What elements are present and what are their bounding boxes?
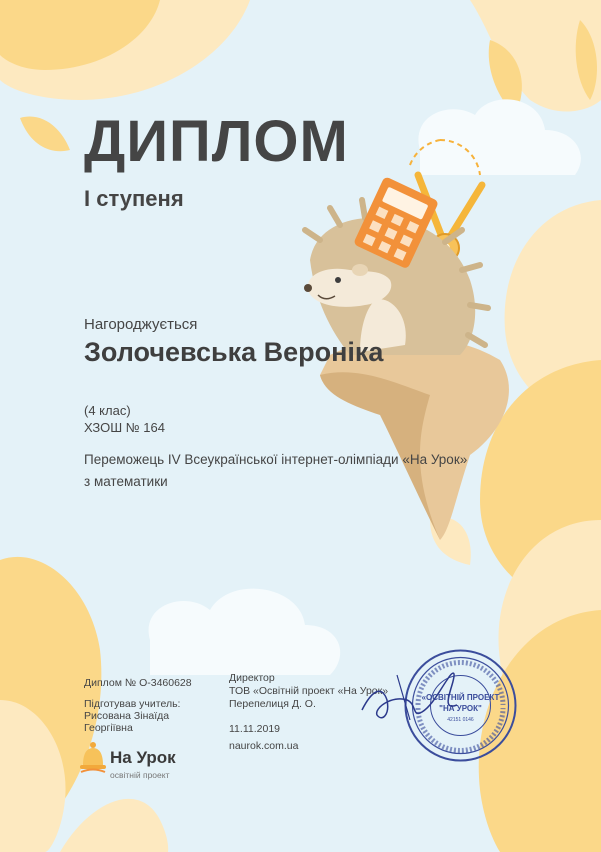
- svg-text:42151 0146: 42151 0146: [447, 717, 474, 723]
- bell-icon: [79, 741, 107, 775]
- director-label: Директор: [229, 672, 275, 684]
- seal-text-1: «ОСВІТНІЙ ПРОЕКТ: [421, 693, 500, 702]
- company-name: ТОВ «Освітній проект «На Урок»: [229, 685, 389, 697]
- recipient-grade: (4 клас): [84, 403, 131, 418]
- director-name: Перепелиця Д. О.: [229, 698, 316, 710]
- website-link[interactable]: naurok.com.ua: [229, 740, 299, 752]
- diploma-number: Диплом № О-3460628: [84, 677, 192, 689]
- recipient-name: Золочевська Вероніка: [84, 337, 384, 367]
- diploma-title: ДИПЛОМ: [84, 109, 349, 174]
- subject-text: з математики: [84, 474, 168, 489]
- recipient-school: ХЗОШ № 164: [84, 420, 165, 435]
- director-signature: [352, 660, 462, 730]
- logo-name: На Урок: [110, 748, 176, 767]
- teacher-name: Рисована Зінаїда Георгіївна: [84, 710, 170, 734]
- diploma-degree: І ступеня: [84, 186, 184, 211]
- achievement-text: Переможець IV Всеукраїнської інтернет-олімпіади «На Урок»: [84, 452, 468, 467]
- seal-text-2: "НА УРОК": [439, 704, 482, 713]
- awarded-label: Нагороджується: [84, 316, 198, 333]
- logo-subtitle: освітній проект: [110, 770, 170, 780]
- prepared-by-label: Підготував учитель:: [84, 698, 181, 710]
- issue-date: 11.11.2019: [229, 723, 280, 735]
